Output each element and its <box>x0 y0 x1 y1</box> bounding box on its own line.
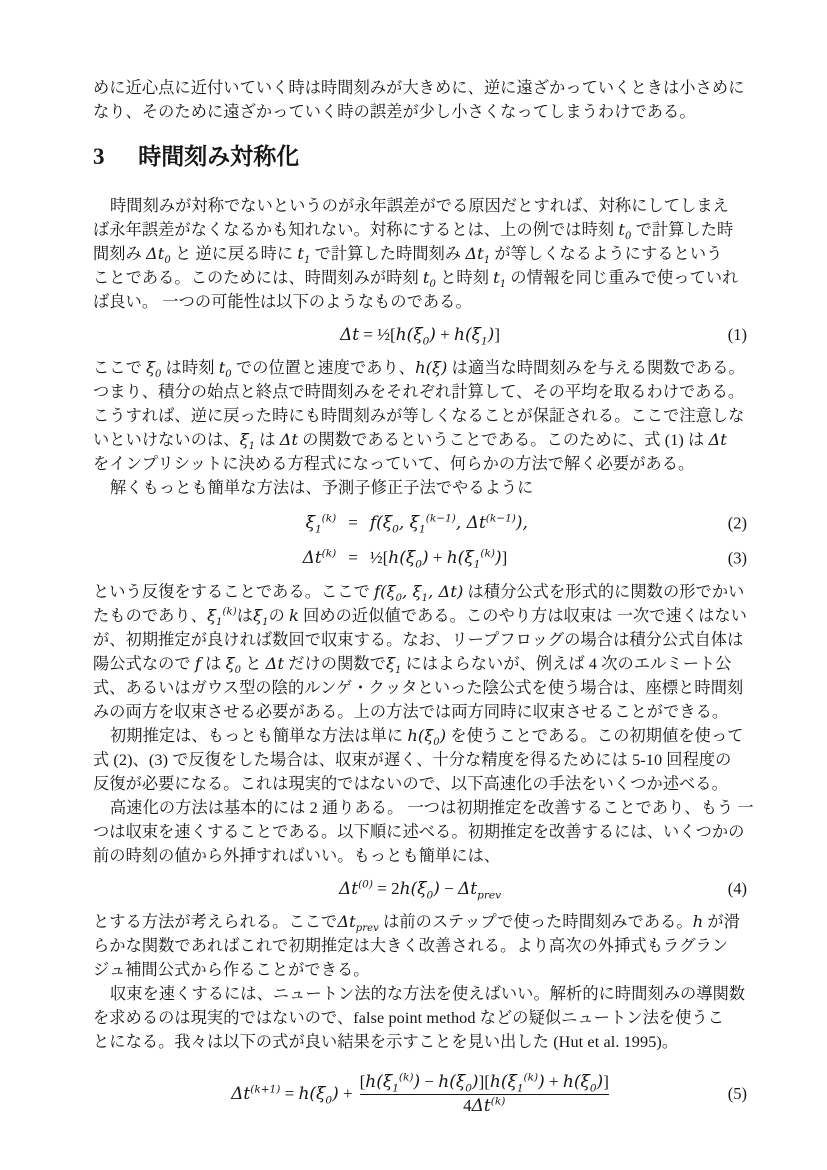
equation-4-body: $\Delta t^{(0)} = 2h(\xi_0) - \Delta t_{prev}$ <box>338 878 502 902</box>
text-line: らかな関数であればこれで初期推定は大きく改善される。より高次の外挿式もラグラン <box>93 937 729 955</box>
text-line: 時間刻みが対称でないというのが永年誤差がでる原因だとすれば、対称にしてしまえ <box>110 197 729 215</box>
equation-group-2-3 <box>93 505 747 575</box>
text-line: 間刻み $\Delta t_0$ と 逆に戻る時に $t_1$ で計算した時間刻み $\Delta t_1$ が等しくなるようにするという <box>93 244 723 267</box>
text-line: ここで $\xi_0$ は時刻 $t_0$ での位置と速度であり、h(ξ) は適当な時間刻みを与える関数である。 <box>93 358 745 381</box>
text-line: 陽公式なので f は $\xi_0$ と Δt だけの関数で$\xi_1$ にはよらないが、例えば 4 次のエルミート公 <box>93 654 732 677</box>
paragraph-3 <box>93 476 747 500</box>
text-line: 解くもっとも簡単な方法は、予測子修正子法でやるように <box>110 479 534 497</box>
text-line: ば良い。 一つの可能性は以下のようなものである。 <box>93 293 472 311</box>
text-line: 高速化の方法は基本的には 2 通りある。 一つは初期推定を改善することであり、もう 一 <box>110 799 754 817</box>
text-line: なり、そのために遠ざかっていく時の誤差が少し小さくなってしまうわけである。 <box>93 103 696 121</box>
equation-2 <box>93 505 747 540</box>
equation-1-body: $\Delta t = \frac{1}{2}[h(\xi_0) + h(\xi_1)]$ <box>340 325 500 348</box>
paragraph-8 <box>93 982 747 1054</box>
equation-3-rhs: $\frac{1}{2}[h(\xi_0) + h(\xi_1^{(k)})]$ <box>369 547 508 571</box>
equation-2-rhs: $f(\xi_0$, $\xi_1^{(k-1)}$, $\Delta t^{(k-1)}$), <box>369 512 528 536</box>
equation-4-number: (4) <box>727 879 747 898</box>
text-line: めに近心点に近付いていく時は時間刻みが大きめに、逆に遠ざかっていくときは小さめに <box>93 79 745 97</box>
section-title: 時間刻み対称化 <box>138 144 300 169</box>
text-line: ば永年誤差がなくなるかも知れない。対称にするとは、上の例では時刻 $t_0$ で計算した時 <box>93 220 734 243</box>
text-line: 収束を速くするには、ニュートン法的な方法を使えばいい。解析的に時間刻みの導関数 <box>110 985 746 1003</box>
paragraph-1 <box>93 194 747 314</box>
equation-1-number: (1) <box>727 325 747 344</box>
paragraph-continuation <box>93 76 747 124</box>
paragraph-6 <box>93 796 754 868</box>
paragraph-5 <box>93 724 747 796</box>
equation-2-number: (2) <box>727 513 747 532</box>
fraction-denominator: $4\Delta t^{(k)}$ <box>360 1094 609 1117</box>
text-line: ことである。このためには、時間刻みが時刻 $t_0$ と時刻 $t_1$ の情報を同じ重みで使っていれ <box>93 268 739 291</box>
text-line: たものであり、$\xi_1^{(k)}$は$\xi_1$の k 回めの近似値である。このやり方は収束は 一次で速くはない <box>93 606 747 629</box>
equation-3-number: (3) <box>727 548 747 567</box>
text-line: 初期推定は、もっとも簡単な方法は単に $h(\xi_0)$ を使うことである。この初期値を使って <box>110 726 744 749</box>
paragraph-4 <box>93 580 747 724</box>
text-line: みの両方を収束させる必要がある。上の方法では両方同時に収束させることができる。 <box>93 703 729 721</box>
text-line: を求めるのは現実的ではないので、false point method などの疑似ニュートン法を使うこ <box>93 1009 725 1027</box>
equals-sign: = <box>348 513 358 532</box>
section-heading <box>93 142 747 172</box>
text-line: 反復が必要になる。これは現実的ではないので、以下高速化の手法をいくつか述べる。 <box>93 775 728 793</box>
text-line: 式、あるいはガウス型の陰的ルンゲ・クッタといった陰公式を使う場合は、座標と時間刻 <box>93 679 744 697</box>
text-line: とになる。我々は以下の式が良い結果を示すことを見い出した (Hut et al. 1995)。 <box>93 1033 679 1051</box>
equation-2-lhs: $\xi_1^{(k)}$ <box>305 512 337 536</box>
equation-5-body <box>231 1071 609 1116</box>
paragraph-2 <box>93 356 747 476</box>
text-line: ジュ補間公式から作ることができる。 <box>93 961 370 979</box>
section-number: 3 <box>93 144 105 169</box>
text-line: つは収束を速くすることである。以下順に述べる。初期推定を改善するには、いくつかの <box>93 823 745 841</box>
text-line: いといけないのは、$\xi_1$ は Δt の関数であるということである。このために、式 (1) は Δt <box>93 430 727 453</box>
fraction <box>360 1071 609 1116</box>
text-line: が、初期推定が良ければ数回で収束する。なお、リープフロッグの場合は積分公式自体は <box>93 631 744 649</box>
text-line: 式 (2)、(3) で反復をした場合は、収束が遅く、十分な精度を得るためには 5-10 回程度の <box>93 751 732 769</box>
fraction-numerator: $[h(\xi_1^{(k)}) - h(\xi_0)][h(\xi_1^{(k)}) + h(\xi_0)]$ <box>359 1071 609 1095</box>
text-line: という反復をすることである。ここで $f(\xi_0$, $\xi_1$, Δt) は積分公式を形式的に関数の形でかい <box>93 582 745 605</box>
equation-3 <box>93 540 747 575</box>
equals-sign: = <box>348 548 358 567</box>
text-line: こうすれば、逆に戻った時にも時間刻みが等しくなることが保証される。ここで注意しな <box>93 407 745 425</box>
equation-4 <box>93 873 747 905</box>
equation-1 <box>93 319 747 351</box>
text-line: つまり、積分の始点と終点で時間刻みをそれぞれ計算して、その平均を取るわけである。 <box>93 383 745 401</box>
equation-3-lhs: $\Delta t^{(k)}$ <box>302 547 337 568</box>
equation-5 <box>93 1062 747 1126</box>
text-line: とする方法が考えられる。ここで$\Delta t_{prev}$ は前のステップで使った時間刻みである。h が滑 <box>93 912 740 935</box>
text-line: 前の時刻の値から外挿すればいい。もっとも簡単には、 <box>93 847 501 865</box>
text-line: をインプリシットに決める方程式になっていて、何らかの方法で解く必要がある。 <box>93 455 695 473</box>
paragraph-7 <box>93 910 747 982</box>
equation-5-lhs: $\Delta t^{(k+1)} = h(\xi_0)$ + <box>231 1083 353 1107</box>
equation-5-number: (5) <box>727 1084 747 1103</box>
